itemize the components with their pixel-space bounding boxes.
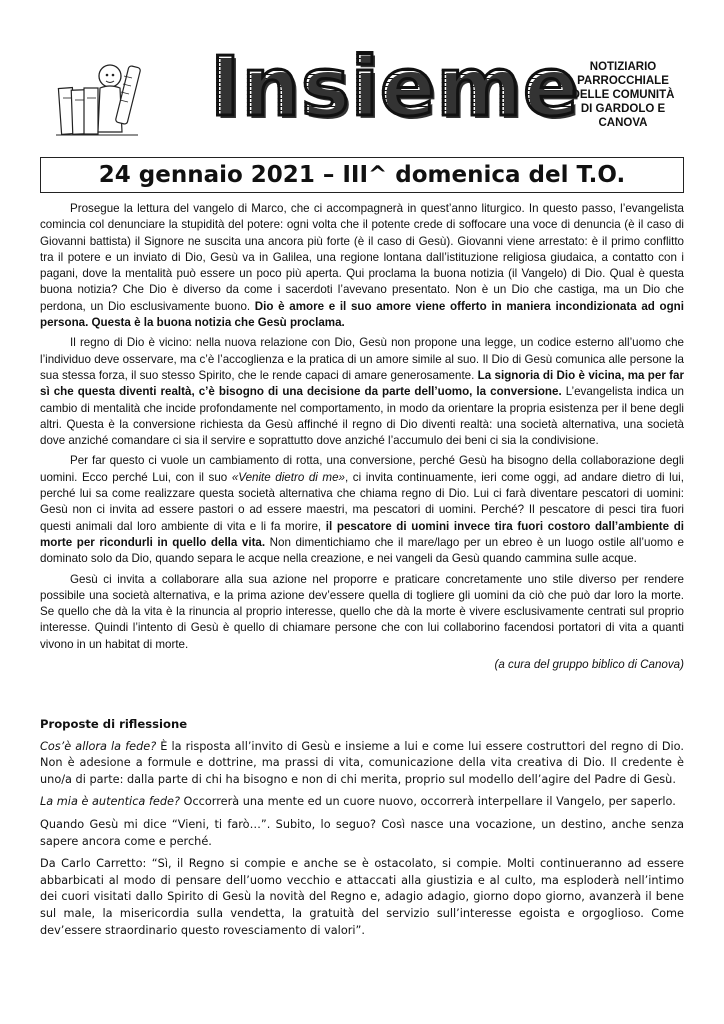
publication-info: NOTIZIARIO PARROCCHIALE DELLE COMUNITÀ DI GARDOLO E CANOVA <box>571 61 675 129</box>
article-credit: (a cura del gruppo biblico di Canova) <box>494 658 684 672</box>
newsletter-title: Insieme <box>210 40 580 135</box>
reflection-paragraph: Cos’è allora la fede? È la risposta all’invito di Gesù e insieme a lui e come lui essere costruttori del regno di Dio. Non è adesione a formule e dottrine, ma prassi di vita, comunicazione della vita creativa di Dio. Il credente è uno/a di parte: dalla parte di chi ha bisogno e non di chi merita, proprio sul modello dell’agire del Padre di Gesù. <box>40 739 684 786</box>
article-paragraph: Prosegue la lettura del vangelo di Marco, che ci accompagnerà in quest’anno liturgico. In questo passo, l’evangelista comincia col denunciare la stupidità del potere: ogni volta che il potente crede di soffocare una voce di denuncia (è il caso di Giovanni battista) il Signore ne suscita una ancora più forte (è il caso di Gesù). Giovanni viene arrestato: è il primo conflitto tra il potere e un inviato di Dio, Gesù va in Galilea, una regione lontana dall’istituzione religiosa giudaica, a contatto con i pagani, dove la mentalità può essere un poco più aperta. Qui proclama la buona notizia (il Vangelo) di Dio. Qual è questa buona notizia? Che Dio è diverso da come i sacerdoti l’avevano presentato. Non è un Dio che castiga, ma un Dio che perdona, un Dio esclusivamente buono. Dio è amore e il suo amore viene offerto in maniera incondizionata ad ogni persona. Questa è la buona notizia che Gesù proclama. <box>40 202 684 330</box>
article-paragraph: Gesù ci invita a collaborare alla sua azione nel proporre e praticare concretamente uno stile diverso per rendere possibile una società alternativa, e la prima azione dev’essere quella di togliere gli uomini da ciò che può dar loro la morte. Se quello che dà la vita è la rinuncia al proprio interesse, quello che dà la morte è vivere esclusivamente centrati sul proprio interesse. Quindi l’intento di Gesù è quello di chiamare persone che con lui collaborino facendosi portatori di vita a quanti vivono in un habitat di morte. <box>40 572 684 651</box>
reflection-heading: Proposte di riflessione <box>40 717 188 731</box>
newsletter-header <box>0 0 724 150</box>
article-paragraph: Il regno di Dio è vicino: nella nuova relazione con Dio, Gesù non propone una legge, un codice esterno all’uomo che l’individuo deve osservare, ma c’è l’accoglienza e la pratica di un amore simile al suo. Il Dio di Gesù comunica alle persone la sua stessa forza, il suo stesso Spirito, che le rende capaci di amare generosamente. La signoria di Dio è vicina, ma per far sì che questa diventi realtà, c’è bisogno di una decisione da parte dell’uomo, la conversione. L’evangelista indica un cambio di mentalità che incide profondamente nel comportamento, in modo da orientare la propria esistenza per il bene degli altri. Questa è la conversione richiesta da Gesù affinché il regno di Dio diventi realtà: una società alternativa, una società dove anziché comandare ci sia il servire e soprattutto dove anziché l’accumulo dei beni ci sia la condivisione. <box>40 336 685 448</box>
reflection-section <box>40 716 684 945</box>
reflection-paragraph: Quando Gesù mi dice “Vieni, ti farò…”. Subito, lo seguo? Così nasce una vocazione, un destino, anche senza sapere ancora come e perché. <box>40 817 684 848</box>
reflection-paragraph: Da Carlo Carretto: “Sì, il Regno si compie e anche se è ostacolato, si compie. Molti continueranno ad essere abbarbicati al modo di pensare dell’uomo vecchio e attaccati alla giustizia e al culto, ma esploderà nell’intimo dei cuori visitati dallo Spirito di Gesù la novità del Regno e, adagio adagio, giorno dopo giorno, avanzerà il bene sul male, la misericordia sulla vendetta, la gratuità del servizio sull’interesse egoista e orgoglioso. Come dev’essere straordinario questo rovesciamento di valori”. <box>40 857 684 937</box>
article-paragraph: Per far questo ci vuole un cambiamento di rotta, una conversione, perché Gesù ha bisogno della collaborazione degli uomini. Ecco perché Lui, con il suo «Venite dietro di me», ci invita continuamente, ieri come oggi, ad andare dietro di lui, perché lui sa come realizzare questa società alternativa che chiama regno di Dio. Lui ci farà diventare pescatori di uomini: Gesù non ci invita ad essere pastori o ad essere maestri, ma pescatori di uomini. Perché? Il pescatore di pesci tira fuori questi animali dal loro ambiente di vita e li fa morire, il pescatore di uomini invece tira fuori costoro dall’ambiente di morte per ricondurli in quello della vita. Non dimentichiamo che il mare/lago per un ebreo è un luogo ostile all’uomo e dominato solo da Dio, quando separa le acque nella creazione, e nei vangeli da Gesù quando cammina sulle acque. <box>40 454 684 566</box>
issue-date-heading: 24 gennaio 2021 – III^ domenica del T.O. <box>40 157 684 193</box>
reflection-paragraph: La mia è autentica fede? Occorrerà una mente ed un cuore nuovo, occorrerà interpellare il Vangelo, per saperlo. <box>40 795 676 809</box>
books-and-scroll-logo-icon <box>52 58 142 140</box>
gospel-commentary <box>40 201 684 677</box>
